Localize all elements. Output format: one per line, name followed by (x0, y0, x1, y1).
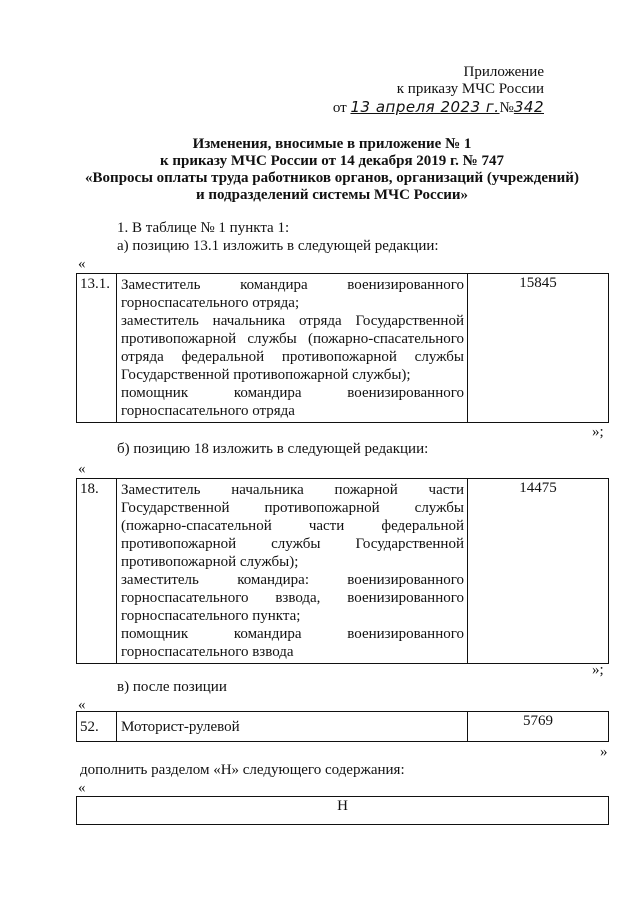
position-description (117, 479, 468, 664)
position-number: 13.1. (77, 274, 117, 423)
desc-line: Государственной противопожарной службы); (121, 367, 411, 383)
table-row (77, 797, 609, 825)
position-value: 5769 (468, 712, 609, 742)
open-quote-a: « (78, 256, 86, 272)
table-position-13-1 (76, 273, 609, 423)
table-position-18 (76, 478, 609, 664)
table-row (77, 479, 609, 664)
desc-line: помощник командира военизированного (121, 385, 464, 401)
document-title (80, 136, 584, 204)
position-number: 52. (77, 712, 117, 742)
close-quote-v: » (600, 744, 608, 760)
close-quote-a: »; (592, 424, 604, 440)
title-line-4: и подразделений системы МЧС России» (195, 187, 469, 203)
close-quote-b: »; (592, 662, 604, 678)
table-row (77, 274, 609, 423)
desc-line: противопожарной службы); (121, 554, 299, 570)
appendix-label: Приложение (463, 64, 544, 80)
title-line-2: к приказу МЧС России от 14 декабря 2019 г. № 747 (159, 153, 505, 169)
position-description: Моторист-рулевой (117, 712, 468, 742)
desc-line: горноспасательного отряда; (121, 295, 300, 311)
desc-line: горноспасательного взвода (121, 644, 294, 660)
title-line-3: «Вопросы оплаты труда работников органов, организаций (учреждений) (85, 170, 579, 186)
desc-line: Государственной противопожарной службы (121, 500, 464, 516)
desc-line: помощник командира военизированного (121, 626, 464, 642)
position-number: 18. (77, 479, 117, 664)
desc-line: отряда федеральной противопожарной службы (121, 349, 464, 365)
number-prefix: № (499, 100, 514, 116)
open-quote-b: « (78, 461, 86, 477)
position-description (117, 274, 468, 423)
order-reference: к приказу МЧС России (396, 81, 544, 97)
from-prefix: от (332, 100, 347, 116)
item-1: 1. В таблице № 1 пункта 1: (117, 220, 290, 236)
handwritten-number: 342 (513, 98, 544, 116)
desc-line: противопожарной службы (пожарно-спасательного (121, 331, 464, 347)
position-value: 14475 (468, 479, 609, 664)
desc-line: горноспасательного пункта; (121, 608, 301, 624)
desc-line: Заместитель командира военизированного (121, 277, 464, 293)
desc-line: горноспасательного отряда (121, 403, 295, 419)
desc-line: (пожарно-спасательной части федеральной (121, 518, 464, 534)
table-section-n (76, 796, 609, 825)
section-letter: Н (77, 797, 609, 825)
handwritten-date: 13 апреля 2023 г. (350, 98, 500, 116)
add-section-text: дополнить разделом «Н» следующего содержания: (80, 762, 405, 778)
desc-line: Заместитель начальника пожарной части (121, 482, 464, 498)
title-line-1: Изменения, вносимые в приложение № 1 (192, 136, 472, 152)
item-a: а) позицию 13.1 изложить в следующей редакции: (117, 238, 439, 254)
table-position-52 (76, 711, 609, 742)
desc-line: заместитель командира: военизированного (121, 572, 464, 588)
table-row (77, 712, 609, 742)
item-b: б) позицию 18 изложить в следующей редакции: (117, 441, 429, 457)
open-quote-n: « (78, 780, 86, 796)
item-v: в) после позиции (117, 679, 227, 695)
order-date-line (333, 99, 544, 117)
desc-line: заместитель начальника отряда Государственной (121, 313, 464, 329)
desc-line: противопожарной службы Государственной (121, 536, 464, 552)
position-value: 15845 (468, 274, 609, 423)
appendix-header (333, 64, 544, 117)
open-quote-v: « (78, 697, 86, 713)
desc-line: горноспасательного взвода, военизированного (121, 590, 464, 606)
